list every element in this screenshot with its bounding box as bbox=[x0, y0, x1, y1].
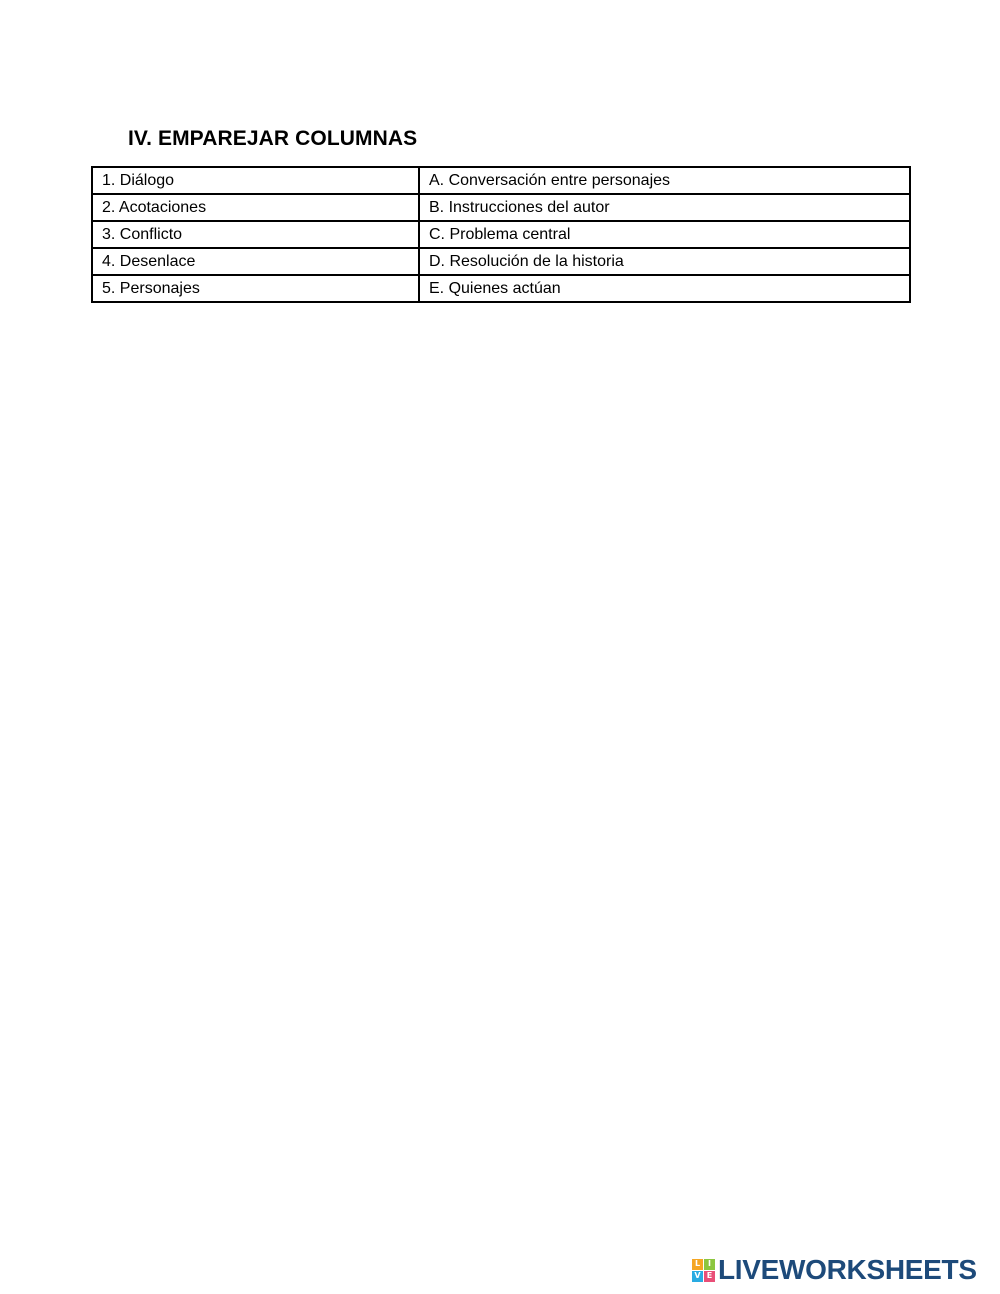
definition-cell: E. Quienes actúan bbox=[419, 275, 910, 302]
term-cell: 1. Diálogo bbox=[92, 167, 419, 194]
logo-wordmark: LIVEWORKSHEETS bbox=[718, 1254, 977, 1285]
table-row bbox=[92, 275, 910, 302]
definition-cell: B. Instrucciones del autor bbox=[419, 194, 910, 221]
definition-cell: D. Resolución de la historia bbox=[419, 248, 910, 275]
table-row bbox=[92, 221, 910, 248]
term-cell: 4. Desenlace bbox=[92, 248, 419, 275]
logo-letter: L bbox=[692, 1259, 703, 1270]
logo-letter: V bbox=[692, 1271, 703, 1282]
term-cell: 5. Personajes bbox=[92, 275, 419, 302]
liveworksheets-logo bbox=[692, 1255, 977, 1285]
logo-mark-icon bbox=[692, 1259, 715, 1282]
table-row bbox=[92, 248, 910, 275]
logo-letter: I bbox=[704, 1259, 715, 1270]
definition-cell: C. Problema central bbox=[419, 221, 910, 248]
section-title: IV. EMPAREJAR COLUMNAS bbox=[128, 127, 418, 150]
definition-cell: A. Conversación entre personajes bbox=[419, 167, 910, 194]
logo-letter: E bbox=[704, 1271, 715, 1282]
term-cell: 2. Acotaciones bbox=[92, 194, 419, 221]
table-row bbox=[92, 167, 910, 194]
matching-table bbox=[91, 166, 911, 303]
table-row bbox=[92, 194, 910, 221]
term-cell: 3. Conflicto bbox=[92, 221, 419, 248]
